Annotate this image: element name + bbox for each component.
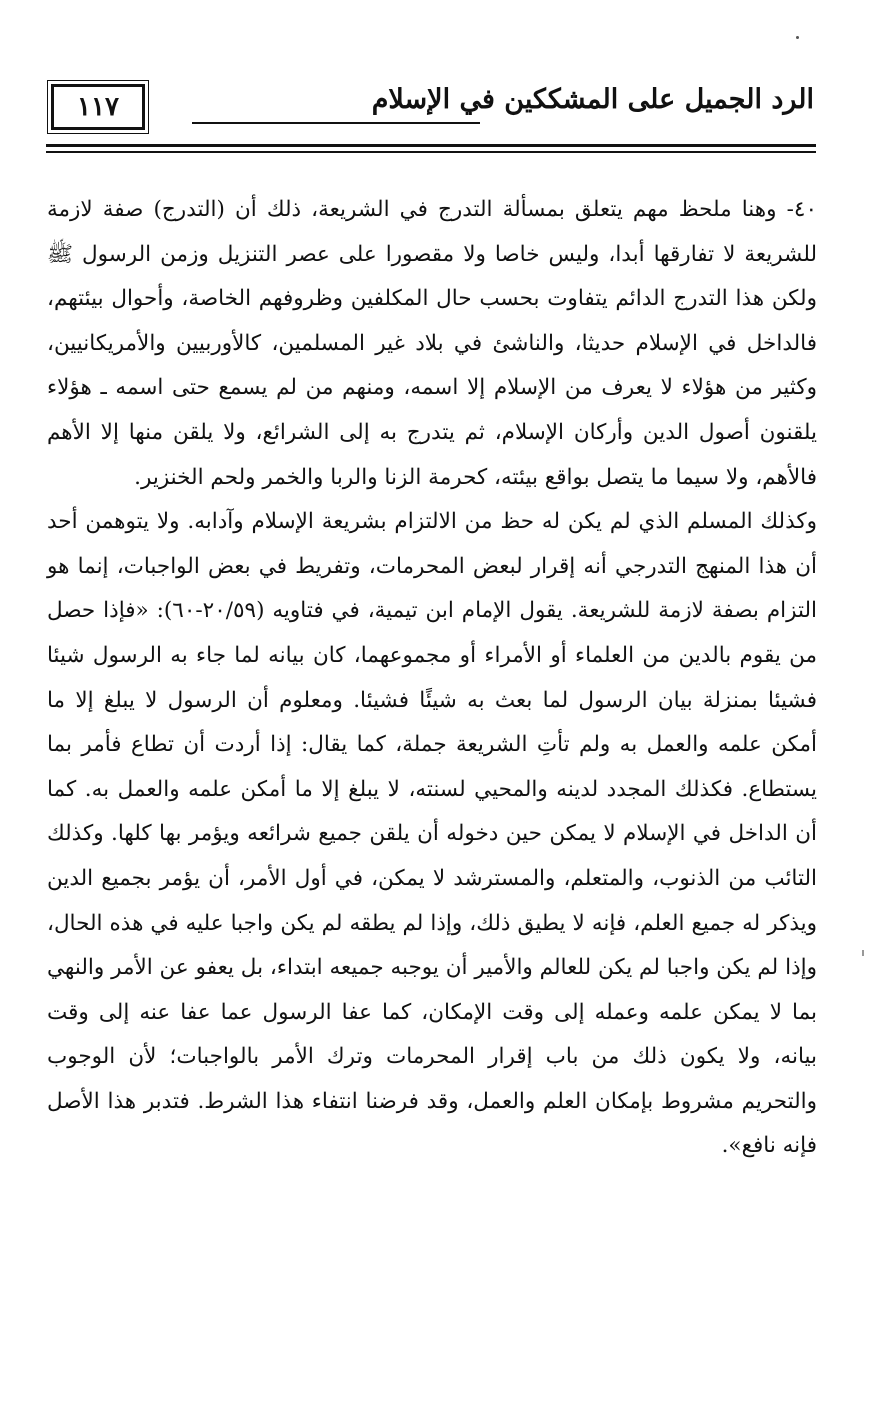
- body-text: [47, 188, 817, 1169]
- scan-speck: [796, 36, 799, 39]
- page-number: ١١٧: [51, 84, 145, 130]
- paragraph-gradualism: ٤٠- وهنا ملحظ مهم يتعلق بمسألة التدرج في الشريعة، ذلك أن (التدرج) صفة لازمة للشريعة لا تفارقها أبدا، وليس خاصا ولا مقصورا على عصر التنزيل وزمن الرسول ﷺ ولكن هذا التدرج الدائم يتفاوت بحسب حال المكلفين وظروفهم الخاصة، وأحوال بيئتهم، فالداخل في الإسلام حديثا، والناشئ في بلاد غير المسلمين، كالأوربيين والأمريكانيين، وكثير من هؤلاء لا يعرف من الإسلام إلا اسمه، ومنهم من لم يسمع حتى اسمه ـ هؤلاء يلقنون أصول الدين وأركان الإسلام، ثم يتدرج به إلى الشرائع، ولا يلقن منها إلا الأهم فالأهم، ولا سيما ما يتصل بواقع بيئته، كحرمة الزنا والربا والخمر ولحم الخنزير.: [47, 197, 817, 490]
- paragraph-ibn-taymiyyah-quote: وكذلك المسلم الذي لم يكن له حظ من الالتزام بشريعة الإسلام وآدابه. ولا يتوهمن أحد أن هذا المنهج التدرجي أنه إقرار لبعض المحرمات، وتفريط في بعض الواجبات، إنما هو التزام بصفة لازمة للشريعة. يقول الإمام ابن تيمية، في فتاويه (٢٠/٥٩-٦٠): «فإذا حصل من يقوم بالدين من العلماء أو الأمراء أو مجموعهما، كان بيانه لما جاء به الرسول شيئا فشيئا بمنزلة بيان الرسول لما بعث به شيئًا فشيئا. ومعلوم أن الرسول لا يبلغ إلا ما أمكن علمه والعمل به ولم تأتِ الشريعة جملة، كما يقال: إذا أردت أن تطاع فأمر بما يستطاع. فكذلك المجدد لدينه والمحيي لسنته، لا يبلغ إلا ما أمكن علمه والعمل به. كما أن الداخل في الإسلام لا يمكن حين دخوله أن يلقن جميع شرائعه ويؤمر بها كلها. وكذلك التائب من الذنوب، والمتعلم، والمسترشد لا يمكن، في أول الأمر، أن يؤمر بجميع الدين ويذكر له جميع العلم، فإنه لا يطيق ذلك، وإذا لم يطقه لم يكن واجبا عليه في هذه الحال، وإذا لم يكن واجبا لم يكن للعالم والأمير أن يوجبه جميعه ابتداء، بل يعفو عن الأمر والنهي بما لا يمكن علمه وعمله إلى وقت الإمكان، كما عفا الرسول عما عفا عنه إلى وقت بيانه، ولا يكون ذلك من باب إقرار المحرمات وترك الأمر بالواجبات؛ لأن الوجوب والتحريم مشروط بإمكان العلم والعمل، وقد فرضنا انتفاء هذا الشرط. فتدبر هذا الأصل فإنه نافع».: [47, 509, 817, 1159]
- header-rule-thin: [46, 151, 816, 153]
- header-rule-thick: [46, 144, 816, 147]
- scan-mark: [862, 950, 864, 956]
- page-header: [46, 78, 816, 148]
- running-title: الرد الجميل على المشككين في الإسلام: [371, 84, 814, 115]
- title-rule: [192, 122, 480, 124]
